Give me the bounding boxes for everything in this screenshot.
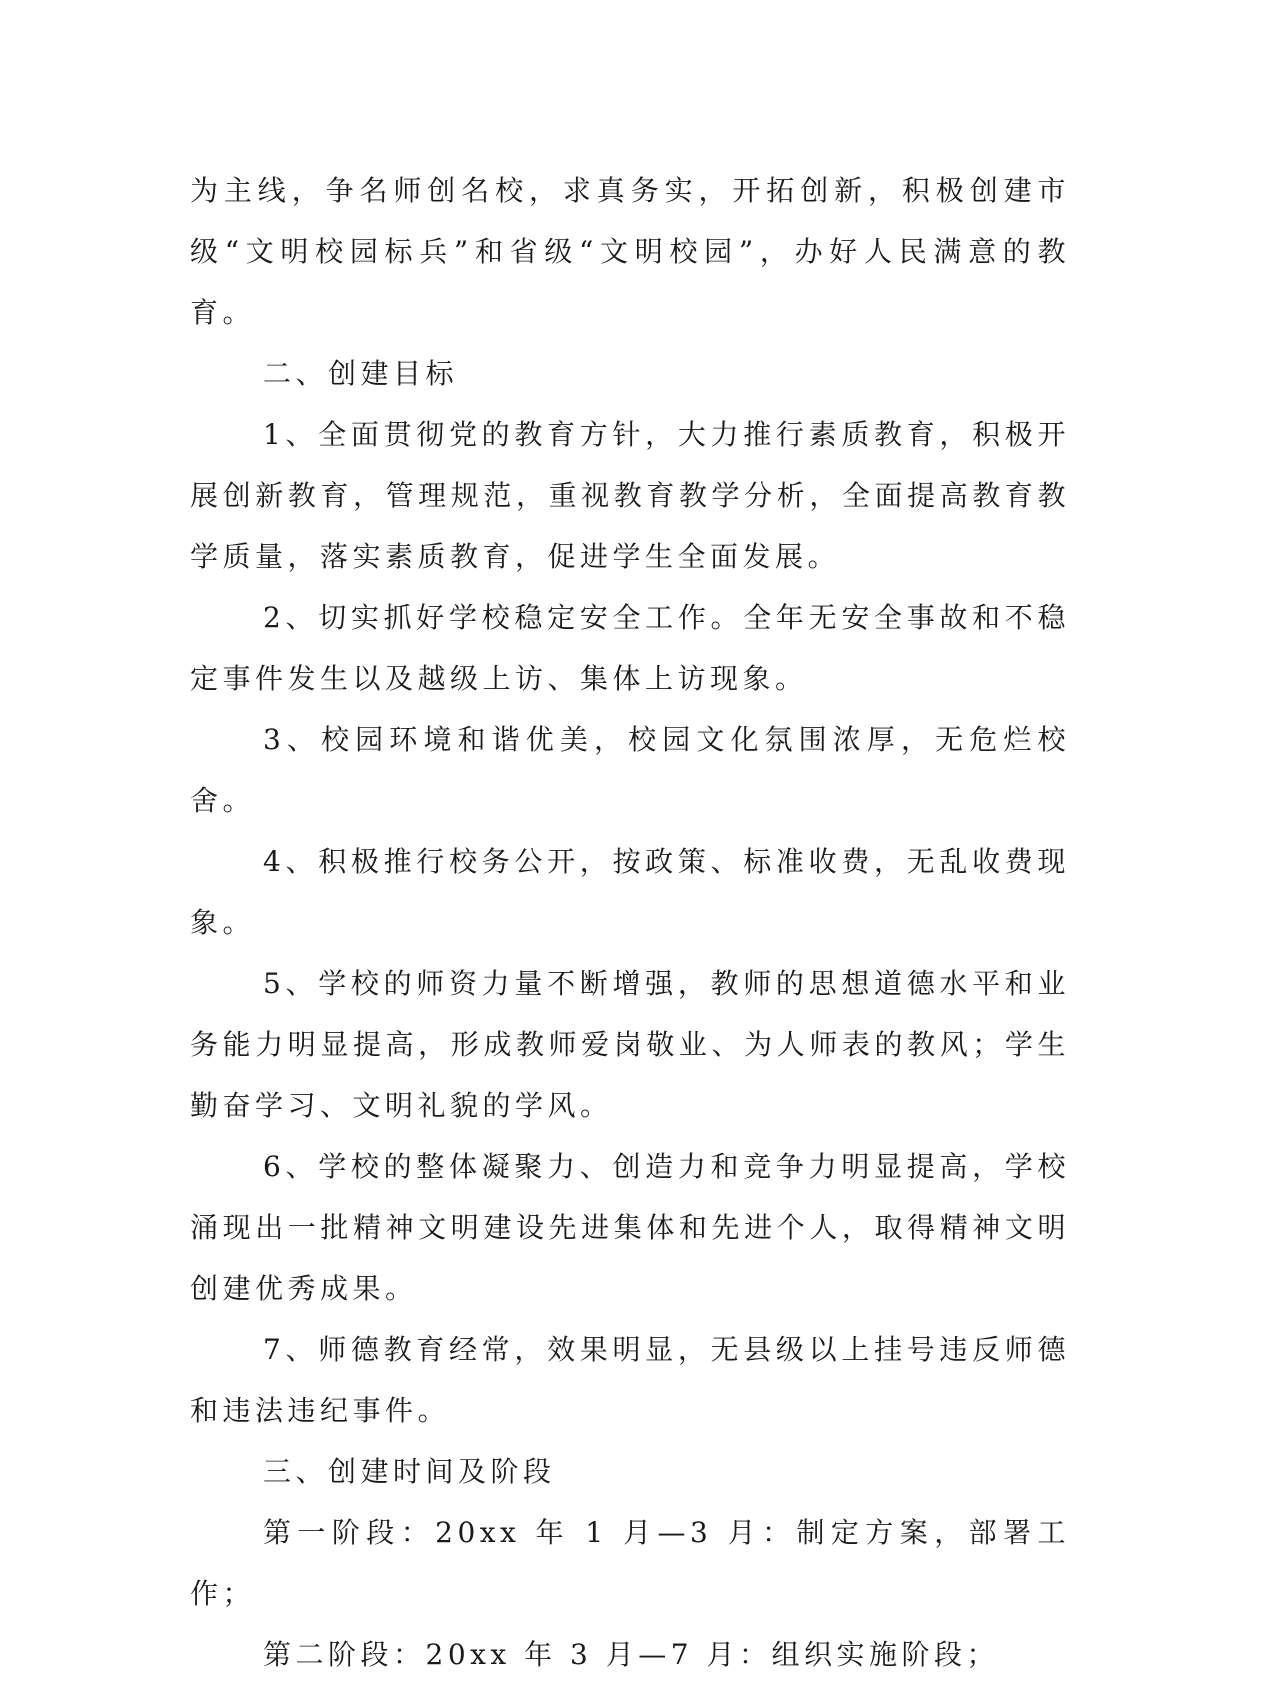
schedule-stage-1: 第一阶段：20xx 年 1 月—3 月：制定方案，部署工作； xyxy=(190,1516,1070,1610)
goal-item-6: 6、学校的整体凝聚力、创造力和竞争力明显提高，学校涌现出一批精神文明建设先进集体和先进个人，取得精神文明创建优秀成果。 xyxy=(190,1150,1070,1305)
goal-item-2: 2、切实抓好学校稳定安全工作。全年无安全事故和不稳定事件发生以及越级上访、集体上访现象。 xyxy=(190,601,1070,695)
goal-item-5: 5、学校的师资力量不断增强，教师的思想道德水平和业务能力明显提高，形成教师爱岗敬业、为人师表的教风；学生勤奋学习、文明礼貌的学风。 xyxy=(190,967,1070,1122)
document-body xyxy=(190,160,1070,1685)
goal-item-7: 7、师德教育经常，效果明显，无县级以上挂号违反师德和违法违纪事件。 xyxy=(190,1333,1070,1427)
paragraph-intro-continuation: 为主线，争名师创名校，求真务实，开拓创新，积极创建市级“文明校园标兵”和省级“文明校园”，办好人民满意的教育。 xyxy=(190,174,1070,329)
goal-item-4: 4、积极推行校务公开，按政策、标准收费，无乱收费现象。 xyxy=(190,845,1070,939)
section-heading-goals: 二、创建目标 xyxy=(263,357,459,390)
goal-item-3: 3、校园环境和谐优美，校园文化氛围浓厚，无危烂校舍。 xyxy=(190,723,1070,817)
section-heading-schedule: 三、创建时间及阶段 xyxy=(263,1455,556,1488)
goal-item-1: 1、全面贯彻党的教育方针，大力推行素质教育，积极开展创新教育，管理规范，重视教育教学分析，全面提高教育教学质量，落实素质教育，促进学生全面发展。 xyxy=(190,418,1070,573)
schedule-stage-2: 第二阶段：20xx 年 3 月—7 月：组织实施阶段； xyxy=(263,1638,999,1671)
